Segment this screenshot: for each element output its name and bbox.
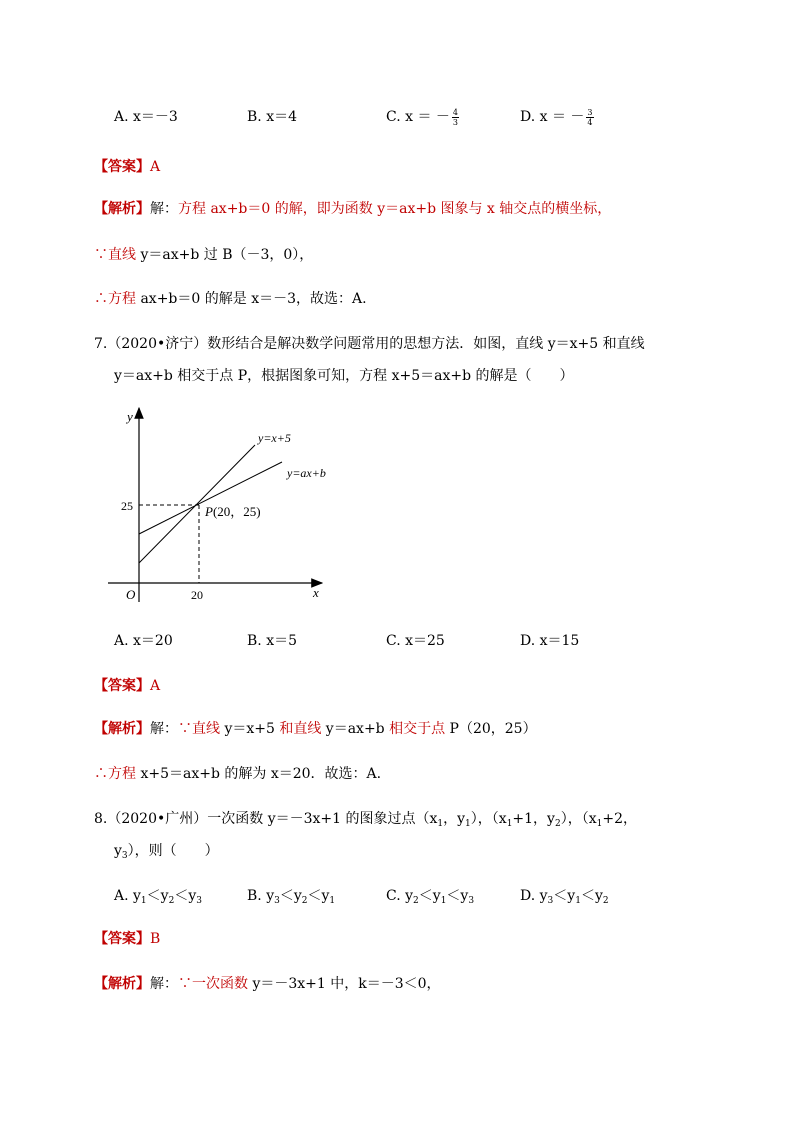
q8-stem-line-1 bbox=[94, 809, 637, 829]
stem-text: y bbox=[114, 843, 122, 859]
point-name: P bbox=[205, 504, 213, 519]
q6-analysis-line-2 bbox=[94, 245, 313, 265]
line2-label: y=ax+b bbox=[287, 466, 326, 480]
analysis-text: ∵直线 bbox=[178, 721, 220, 737]
analysis-text: 相交于点 bbox=[389, 721, 446, 737]
q8-option-c: C. $y_2<y_1<y_3$ bbox=[386, 888, 475, 906]
subscript: 3 bbox=[468, 896, 475, 906]
less-than: ＜ bbox=[279, 888, 294, 904]
subscript: 2 bbox=[301, 896, 308, 906]
origin-label: O bbox=[126, 587, 136, 602]
analysis-label: 【解析】 bbox=[94, 721, 150, 737]
analysis-text: ∵直线 bbox=[94, 247, 136, 263]
subscript: 2 bbox=[413, 896, 419, 906]
q7-option-a: A. x＝20 bbox=[114, 633, 173, 649]
q6-option-c bbox=[386, 107, 459, 127]
q6-option-b: B. x＝4 bbox=[247, 109, 297, 125]
line-y-ax-plus-b bbox=[139, 462, 282, 534]
subscript: 1 bbox=[140, 896, 147, 906]
stem-text: 8.（2020•广州）一次函数 y＝－3x+1 的图象过点（x bbox=[94, 811, 438, 827]
y-tick-label: 25 bbox=[121, 499, 133, 513]
less-than: ＜ bbox=[174, 888, 189, 904]
q6-option-d bbox=[520, 107, 594, 127]
subscript: 2 bbox=[168, 896, 175, 906]
analysis-text: P（20，25） bbox=[445, 721, 537, 737]
x-tick-label: 20 bbox=[191, 588, 203, 602]
q7-option-d: D. x＝15 bbox=[520, 633, 580, 649]
stem-text: ），则（ ） bbox=[127, 843, 219, 859]
q6-option-d-num: 3 bbox=[587, 107, 593, 117]
analysis-lead: 解： bbox=[150, 201, 178, 217]
subscript: 1 bbox=[596, 819, 603, 829]
subscript: 1 bbox=[329, 896, 336, 906]
q7-analysis-line-2 bbox=[94, 764, 381, 784]
line1-label: y=x+5 bbox=[258, 431, 291, 445]
less-than: ＜ bbox=[307, 888, 322, 904]
stem-text: ，y bbox=[443, 811, 466, 827]
q6-option-c-prefix: C. x ＝ － bbox=[386, 109, 450, 125]
analysis-label: 【解析】 bbox=[94, 976, 150, 992]
q7-stem-line-2: y＝ax+b 相交于点 P，根据图象可知，方程 x+5＝ax+b 的解是（ ） bbox=[114, 368, 574, 384]
answer-value: A bbox=[150, 159, 161, 175]
less-than: ＜ bbox=[446, 888, 461, 904]
x-axis-label: x bbox=[313, 585, 319, 600]
analysis-lead: 解： bbox=[150, 976, 178, 992]
q7-option-c: C. x＝25 bbox=[386, 633, 445, 649]
answer-label: 【答案】 bbox=[94, 678, 150, 694]
q8-option-a: A. $y_1<y_2<y_3$ bbox=[114, 888, 202, 906]
answer-value: A bbox=[150, 678, 161, 694]
subscript: 2 bbox=[554, 819, 561, 829]
q6-option-c-num: 4 bbox=[452, 107, 459, 117]
subscript: 1 bbox=[506, 819, 513, 829]
q8-answer bbox=[94, 929, 160, 949]
q7-analysis-line-1 bbox=[94, 719, 537, 739]
q8-stem-line-2 bbox=[114, 841, 219, 861]
stem-text: +1，y bbox=[512, 811, 555, 827]
less-than: ＜ bbox=[580, 888, 595, 904]
option-text: D. y bbox=[520, 888, 548, 904]
subscript: 3 bbox=[547, 896, 554, 906]
less-than: ＜ bbox=[146, 888, 161, 904]
q7-graph bbox=[108, 402, 340, 610]
analysis-text: ∴方程 bbox=[94, 291, 136, 307]
q6-option-a: A. x＝－3 bbox=[114, 109, 178, 125]
subscript: 1 bbox=[440, 896, 447, 906]
option-text: B. y bbox=[247, 888, 275, 904]
analysis-text: y＝ax+b bbox=[321, 721, 390, 737]
subscript: 1 bbox=[437, 819, 444, 829]
answer-label: 【答案】 bbox=[94, 931, 150, 947]
point-coords: (20，25) bbox=[212, 504, 261, 519]
q6-option-d-fraction bbox=[586, 108, 593, 127]
subscript: 1 bbox=[575, 896, 581, 906]
subscript: 3 bbox=[196, 896, 202, 906]
analysis-text: 方程 ax+b＝0 的解，即为函数 y＝ax+b 图象与 x 轴交点的横坐标， bbox=[178, 201, 612, 217]
stem-text: ），（x bbox=[560, 811, 597, 827]
option-text: C. y bbox=[386, 888, 414, 904]
q8-option-b: B. $y_3<y_2<y_1$ bbox=[247, 888, 336, 906]
q6-option-c-den: 3 bbox=[452, 117, 459, 127]
answer-label: 【答案】 bbox=[94, 159, 150, 175]
analysis-text: 和直线 bbox=[279, 721, 322, 737]
q6-analysis-line-3 bbox=[94, 289, 367, 309]
analysis-text: ∵一次函数 bbox=[178, 976, 248, 992]
analysis-label: 【解析】 bbox=[94, 201, 150, 217]
q6-option-d-prefix: D. x ＝ － bbox=[520, 109, 585, 125]
q8-analysis-line-1 bbox=[94, 974, 441, 994]
y-axis-label: y bbox=[127, 409, 133, 424]
point-p-label bbox=[204, 504, 261, 520]
stem-text: +2， bbox=[602, 811, 637, 827]
analysis-text: x+5＝ax+b 的解为 x＝20．故选：A. bbox=[136, 766, 382, 782]
q7-stem-line-1: 7.（2020•济宁）数形结合是解决数学问题常用的思想方法．如图，直线 y＝x+5 和直线 bbox=[94, 336, 645, 352]
option-text: A. y bbox=[114, 888, 141, 904]
analysis-text: y＝－3x+1 中，k＝－3＜0， bbox=[248, 976, 441, 992]
less-than: ＜ bbox=[553, 888, 568, 904]
analysis-lead: 解： bbox=[150, 721, 178, 737]
analysis-text: ax+b＝0 的解是 x＝－3，故选：A. bbox=[136, 291, 367, 307]
subscript: 1 bbox=[465, 819, 471, 829]
subscript: 3 bbox=[121, 851, 128, 861]
q6-analysis-line-1 bbox=[94, 199, 611, 219]
analysis-text: y＝x+5 bbox=[220, 721, 280, 737]
analysis-text: y＝ax+b 过 B（－3，0）， bbox=[136, 247, 314, 263]
answer-value: B bbox=[150, 931, 161, 947]
stem-text: ），（x bbox=[470, 811, 507, 827]
q7-answer bbox=[94, 676, 160, 696]
less-than: ＜ bbox=[418, 888, 433, 904]
analysis-text: ∴方程 bbox=[94, 766, 136, 782]
q6-option-c-fraction bbox=[452, 108, 459, 127]
subscript: 3 bbox=[274, 896, 280, 906]
q6-option-d-den: 4 bbox=[587, 117, 593, 127]
q6-answer bbox=[94, 157, 160, 177]
q8-option-d: D. $y_3<y_1<y_2$ bbox=[520, 888, 609, 906]
q7-option-b: B. x＝5 bbox=[247, 633, 297, 649]
subscript: 2 bbox=[602, 896, 609, 906]
